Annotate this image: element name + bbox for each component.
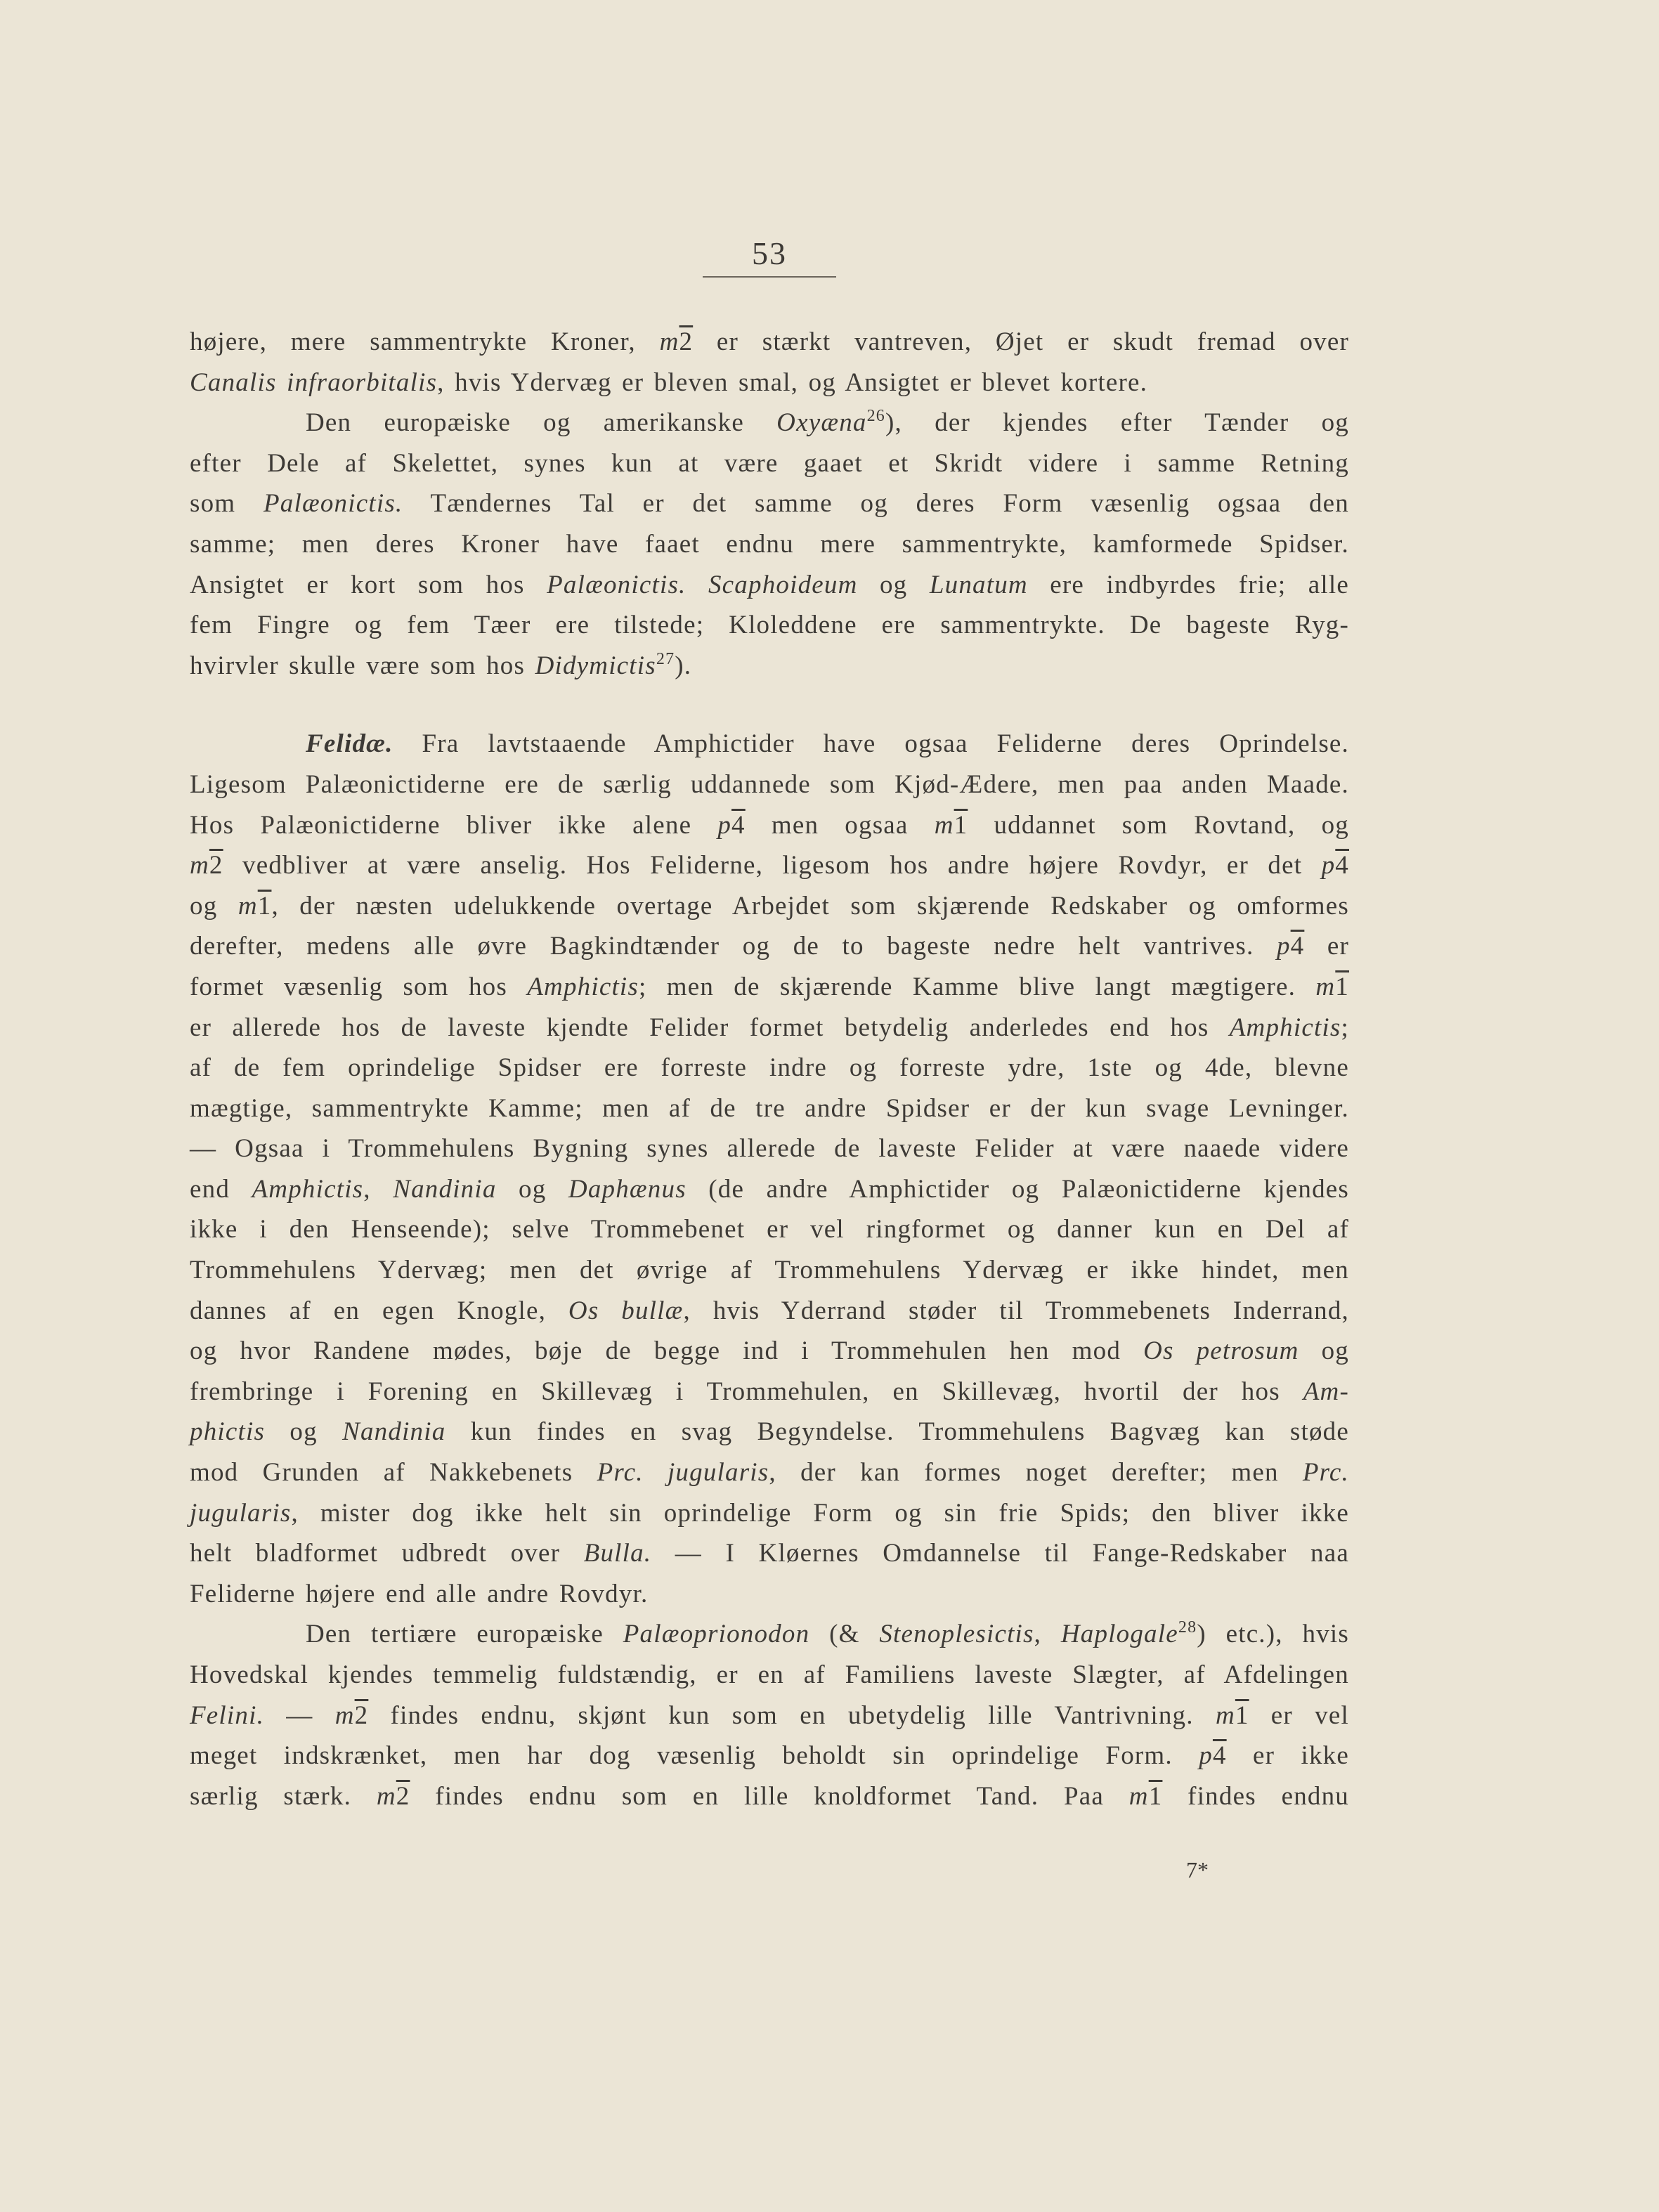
text-line: [190, 483, 1349, 524]
text-segment: samme; men deres Kroner have faaet endnu mere sammentrykte, kamformede Spidser.: [190, 529, 1349, 559]
text-line: [190, 765, 1349, 805]
text-segment: derefter, medens alle øvre Bagkindtænder og de to bageste nedre helt vantrives.: [190, 932, 1277, 961]
text-segment: mod Grunden af Nakkebenets: [190, 1458, 597, 1488]
text-segment: Didymictis: [535, 651, 656, 680]
text-segment: jugularis: [190, 1498, 292, 1528]
text-segment: Os petrosum: [1143, 1336, 1299, 1366]
text-segment: og: [496, 1174, 568, 1204]
text-line: [190, 1008, 1349, 1048]
text-line: [190, 363, 1349, 403]
text-line: [190, 1291, 1349, 1332]
text-segment: Haplogale: [1060, 1620, 1178, 1649]
text-line: [190, 565, 1349, 606]
text-segment: 1: [1235, 1700, 1249, 1730]
text-segment: ), der kjendes efter Tænder og: [885, 408, 1349, 438]
text-segment: Hovedskal kjendes temmelig fuldstændig, er en af Familiens laveste Slægter, af Afdelingen: [190, 1660, 1349, 1689]
text-segment: fem Fingre og fem Tæer ere tilstede; Kloleddene ere sammentrykte. De bageste Ryg-: [190, 611, 1349, 640]
text-line: [190, 1412, 1349, 1452]
page-number: 53: [752, 235, 787, 271]
text-segment: phictis: [190, 1417, 266, 1447]
page-number-rule: [703, 276, 836, 278]
text-segment: Felidæ.: [306, 729, 393, 759]
text-segment: 2: [396, 1781, 410, 1811]
text-segment: p: [717, 810, 732, 840]
body-text: [190, 322, 1349, 1816]
text-segment: 4: [731, 810, 746, 840]
text-segment: ;: [1341, 1013, 1349, 1042]
text-segment: er stærkt vantreven, Øjet er skudt fremad over: [693, 327, 1349, 356]
text-segment: Os bullæ: [568, 1296, 684, 1325]
text-line: [190, 403, 1349, 443]
text-line: [190, 1696, 1349, 1736]
text-line: [190, 1209, 1349, 1250]
text-segment: , mister dog ikke helt sin oprindelige Form og sin frie Spids; den bliver ikke: [291, 1498, 1349, 1528]
text-segment: , hvis Yderrand støder til Trommebenets Inderrand,: [683, 1296, 1349, 1325]
text-segment: helt bladformet udbredt over: [190, 1539, 584, 1568]
text-line: [190, 1614, 1349, 1655]
text-segment: p: [1321, 851, 1336, 880]
text-segment: m: [238, 891, 258, 920]
text-segment: meget indskrænket, men har dog væsenlig beholdt sin oprindelige Form.: [190, 1741, 1199, 1771]
text-segment: Daphænus: [568, 1174, 687, 1204]
text-segment: er vel: [1249, 1700, 1349, 1730]
text-segment: Palæonictis.: [547, 570, 687, 599]
text-segment: , der kan formes noget derefter; men: [769, 1458, 1303, 1488]
text-segment: højere, mere sammentrykte Kroner,: [190, 327, 660, 356]
text-segment: 2: [679, 327, 694, 356]
text-segment: mægtige, sammentrykte Kamme; men af de tre andre Spidser er der kun svage Levninger.: [190, 1093, 1349, 1123]
footnote-ref: 26: [866, 407, 886, 426]
text-line: [190, 322, 1349, 363]
text-line: [190, 845, 1349, 886]
text-line: [190, 1776, 1349, 1817]
text-segment: p: [1276, 932, 1291, 961]
text-segment: Bulla.: [583, 1539, 652, 1568]
text-segment: og hvor Randene mødes, bøje de begge ind i Trommehulen hen mod: [190, 1336, 1144, 1366]
text-segment: 2: [354, 1700, 369, 1730]
text-line: [190, 1736, 1349, 1776]
text-segment: , hvis Ydervæg er bleven smal, og Ansigtet er blevet kortere.: [437, 367, 1148, 397]
text-segment: , der næsten udelukkende overtage Arbejdet som skjærende Redskaber og omformes: [271, 891, 1349, 920]
text-segment: hvirvler skulle være som hos: [190, 651, 535, 680]
text-segment: er: [1304, 932, 1349, 961]
text-segment: Tændernes Tal er det samme og deres Form væsenlig ogsaa den: [403, 489, 1349, 519]
text-line: [190, 443, 1349, 484]
text-segment: — Ogsaa i Trommehulens Bygning synes allerede de laveste Felider at være naaede videre: [190, 1134, 1349, 1164]
text-line: [190, 967, 1349, 1008]
text-segment: ,: [363, 1174, 393, 1204]
text-segment: Prc.: [1302, 1458, 1349, 1488]
text-segment: Fra lavtstaaende Amphictider have ogsaa Feliderne deres Oprindelse.: [393, 729, 1349, 759]
text-segment: Oxyæna: [776, 408, 867, 438]
text-segment: end: [190, 1174, 252, 1204]
text-segment: og: [265, 1417, 343, 1447]
text-segment: og: [190, 891, 238, 920]
text-segment: Palæonictis.: [264, 489, 403, 519]
text-segment: 2: [209, 851, 223, 880]
text-line: [190, 1452, 1349, 1493]
text-segment: m: [376, 1781, 396, 1811]
text-segment: Nandinia: [393, 1174, 497, 1204]
text-line: [190, 1655, 1349, 1696]
text-segment: Lunatum: [929, 570, 1028, 599]
text-segment: m: [1315, 972, 1336, 1001]
text-line: [190, 1493, 1349, 1534]
text-line: [190, 1169, 1349, 1210]
text-segment: m: [934, 810, 954, 840]
text-segment: 4: [1335, 851, 1349, 880]
text-line: [190, 605, 1349, 646]
text-line: [190, 646, 1349, 687]
text-segment: men ogsaa: [745, 810, 935, 840]
text-segment: ; men de skjærende Kamme blive langt mægtigere.: [639, 972, 1316, 1001]
text-segment: findes endnu som en lille knoldformet Tand. Paa: [410, 1781, 1129, 1811]
text-line: [190, 1128, 1349, 1169]
text-segment: Hos Palæonictiderne bliver ikke alene: [190, 810, 718, 840]
text-segment: Den tertiære europæiske: [306, 1620, 623, 1649]
text-segment: og: [857, 570, 930, 599]
text-line: [190, 1533, 1349, 1574]
text-segment: ).: [675, 651, 692, 680]
text-segment: som: [190, 489, 264, 519]
text-segment: Den europæiske og amerikanske: [306, 408, 777, 438]
text-segment: Ansigtet er kort som hos: [190, 570, 547, 599]
text-segment: (de andre Amphictider og Palæonictiderne kjendes: [686, 1174, 1349, 1204]
text-segment: findes endnu: [1162, 1781, 1350, 1811]
text-segment: dannes af en egen Knogle,: [190, 1296, 568, 1325]
text-segment: Palæoprionodon: [623, 1620, 810, 1649]
text-segment: Stenoplesictis: [879, 1620, 1034, 1649]
text-line: [190, 1250, 1349, 1291]
text-segment: Nandinia: [342, 1417, 446, 1447]
text-segment: 1: [257, 891, 272, 920]
text-segment: frembringe i Forening en Skillevæg i Trommehulen, en Skillevæg, hvortil der hos: [190, 1377, 1303, 1406]
text-segment: [687, 571, 708, 599]
text-segment: ikke i den Henseende); selve Trommebenet er vel ringformet og danner kun en Del af: [190, 1215, 1349, 1244]
text-segment: Amphictis: [252, 1174, 364, 1204]
text-line: [190, 724, 1349, 765]
text-segment: 1: [954, 810, 968, 840]
paragraph-gap: [190, 686, 1349, 724]
text-segment: Felini.: [190, 1700, 265, 1730]
text-segment: ere indbyrdes frie; alle: [1027, 570, 1349, 599]
footnote-ref: 28: [1178, 1618, 1197, 1637]
text-segment: m: [190, 851, 209, 880]
text-line: [190, 805, 1349, 846]
text-segment: 4: [1290, 932, 1305, 961]
text-segment: uddannet som Rovtand, og: [968, 810, 1349, 840]
text-line: [190, 886, 1349, 927]
footnote-ref: 27: [656, 649, 675, 668]
text-line: [190, 1048, 1349, 1088]
text-segment: 1: [1335, 972, 1349, 1001]
text-segment: særlig stærk.: [190, 1781, 377, 1811]
text-segment: Scaphoideum: [708, 570, 858, 599]
text-segment: Amphictis: [1229, 1013, 1341, 1042]
text-segment: m: [1128, 1781, 1149, 1811]
text-segment: kun findes en svag Begyndelse. Trommehulens Bagvæg kan støde: [445, 1417, 1349, 1447]
text-line: [190, 524, 1349, 565]
text-segment: —: [264, 1700, 335, 1730]
text-segment: (&: [809, 1620, 880, 1649]
text-segment: er ikke: [1226, 1741, 1350, 1771]
text-segment: Trommehulens Ydervæg; men det øvrige af Trommehulens Ydervæg er ikke hindet, men: [190, 1256, 1349, 1285]
text-segment: vedbliver at være anselig. Hos Feliderne, ligesom hos andre højere Rovdyr, er det: [223, 851, 1322, 880]
text-segment: — I Kløernes Omdannelse til Fange-Redskaber naa: [651, 1539, 1349, 1568]
text-segment: p: [1199, 1741, 1213, 1771]
text-segment: findes endnu, skjønt kun som en ubetydelig lille Vantrivning.: [368, 1700, 1216, 1730]
text-segment: m: [659, 327, 679, 356]
text-segment: og: [1299, 1336, 1349, 1366]
text-segment: Prc. jugularis: [597, 1458, 769, 1488]
text-segment: 1: [1148, 1781, 1163, 1811]
text-line: [190, 1331, 1349, 1372]
text-line: [190, 926, 1349, 967]
text-line: [190, 1088, 1349, 1129]
text-segment: ) etc.), hvis: [1197, 1620, 1349, 1649]
text-segment: Amphictis: [527, 972, 639, 1001]
text-segment: m: [334, 1700, 355, 1730]
text-segment: ,: [1034, 1620, 1061, 1649]
text-line: [190, 1574, 1349, 1615]
text-segment: Am-: [1303, 1377, 1349, 1406]
text-segment: Canalis infraorbitalis: [190, 367, 438, 397]
text-segment: 4: [1212, 1741, 1227, 1771]
text-segment: Ligesom Palæonictiderne ere de særlig uddannede som Kjød-Ædere, men paa anden Maade.: [190, 769, 1349, 799]
text-segment: efter Dele af Skelettet, synes kun at være gaaet et Skridt videre i samme Retning: [190, 448, 1349, 478]
text-line: [190, 1372, 1349, 1412]
text-segment: er allerede hos de laveste kjendte Felider formet betydelig anderledes end hos: [190, 1013, 1230, 1042]
signature-mark: 7*: [1186, 1857, 1209, 1882]
text-segment: af de fem oprindelige Spidser ere forreste indre og forreste ydre, 1ste og 4de, blevne: [190, 1053, 1349, 1083]
text-segment: m: [1215, 1700, 1235, 1730]
text-segment: Feliderne højere end alle andre Rovdyr.: [190, 1579, 649, 1608]
text-segment: formet væsenlig som hos: [190, 972, 528, 1001]
